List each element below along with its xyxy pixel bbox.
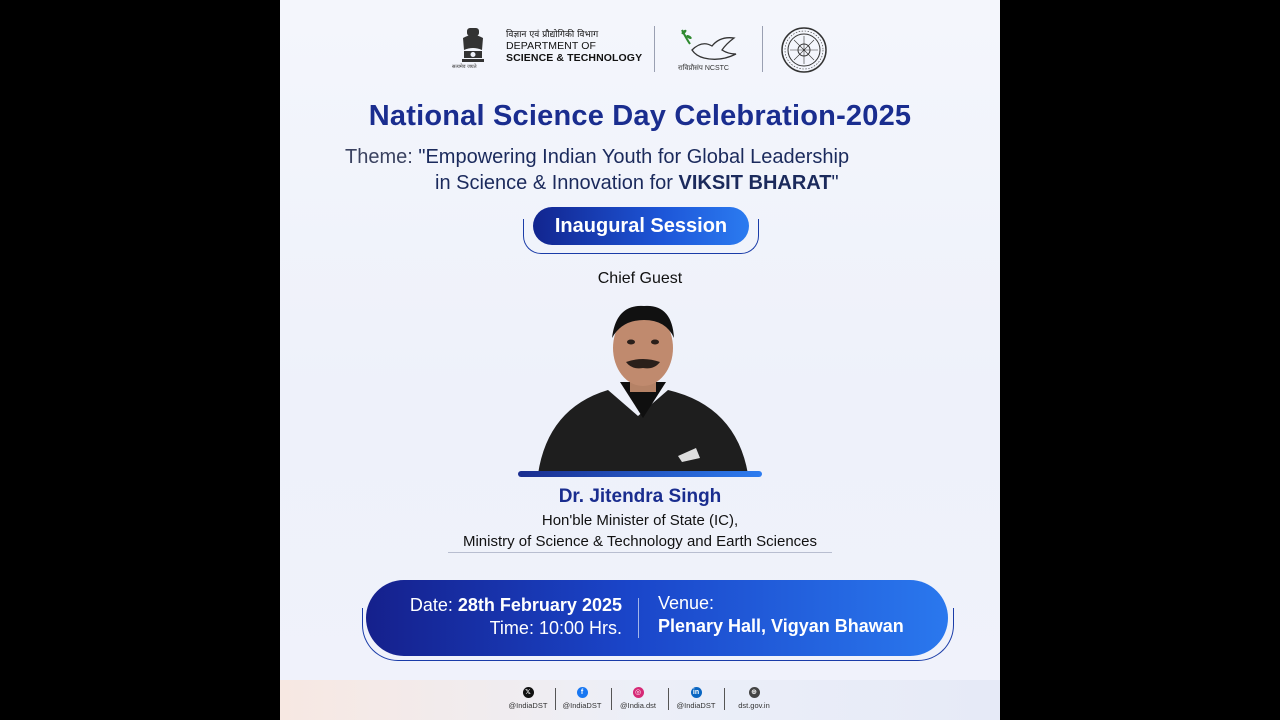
theme-line2-bold: VIKSIT BHARAT [678,172,832,194]
department-name [506,30,642,64]
date-time-block [410,594,622,640]
dept-line1: DEPARTMENT OF [506,40,596,53]
photo-underline [518,471,762,477]
divider [762,26,763,72]
designation-line2: Ministry of Science & Technology and Earth Sciences [462,533,818,550]
session-badge [523,207,759,257]
date-value: 28th February 2025 [457,595,622,615]
guest-photo [538,298,748,474]
guest-name: Dr. Jitendra Singh [558,486,722,507]
chief-guest-label: Chief Guest [597,270,683,287]
website-url: dst.gov.in [738,701,770,710]
venue-label: Venue: [658,593,715,613]
globe-icon: ⊕ [749,687,760,698]
social-linkedin[interactable] [676,687,716,710]
venue-value: Plenary Hall, Vigyan Bhawan [658,616,904,636]
divider [668,688,669,710]
header-logos [280,24,1000,76]
theme-line2-suffix: " [831,172,839,194]
divider [654,26,655,72]
divider [555,688,556,710]
social-handle: @IndiaDST [508,701,548,710]
social-website[interactable] [734,687,774,710]
divider [611,688,612,710]
social-handle: @IndiaDST [562,701,602,710]
footer-socials [280,680,1000,720]
event-title: National Science Day Celebration-2025 [368,100,912,132]
social-facebook[interactable] [562,687,602,710]
social-handle: @India.dst [620,701,656,710]
social-instagram[interactable] [618,687,658,710]
facebook-icon: f [577,687,588,698]
divider [724,688,725,710]
venue-block [658,592,904,638]
ncstc-label: राविप्रौसंप NCSTC [678,65,729,72]
theme-line1: "Empowering Indian Youth for Global Leadership [418,146,850,168]
circular-seal-icon [780,26,828,74]
x-twitter-icon: 𝕏 [523,687,534,698]
event-poster [280,0,1000,720]
dept-line2: SCIENCE & TECHNOLOGY [506,52,643,65]
designation-line1: Hon'ble Minister of State (IC), [541,512,739,529]
theme-line2-prefix: in Science & Innovation for [435,172,679,194]
dept-hindi: विज्ञान एवं प्रौद्योगिकी विभाग [506,30,599,40]
event-info-box [366,580,948,656]
theme-label: Theme: [345,146,419,168]
time-value: 10:00 Hrs. [538,618,622,638]
date-label: Date: [409,595,458,615]
emblem-motto: सत्यमेव जयते [452,64,477,70]
guest-designation [280,510,1000,552]
time-label: Time: [489,618,539,638]
divider-line [448,552,832,553]
linkedin-icon: in [691,687,702,698]
social-handle: @IndiaDST [676,701,716,710]
session-label: Inaugural Session [533,207,749,245]
social-x[interactable] [508,687,548,710]
info-divider [638,598,639,638]
instagram-icon: ◎ [633,687,644,698]
